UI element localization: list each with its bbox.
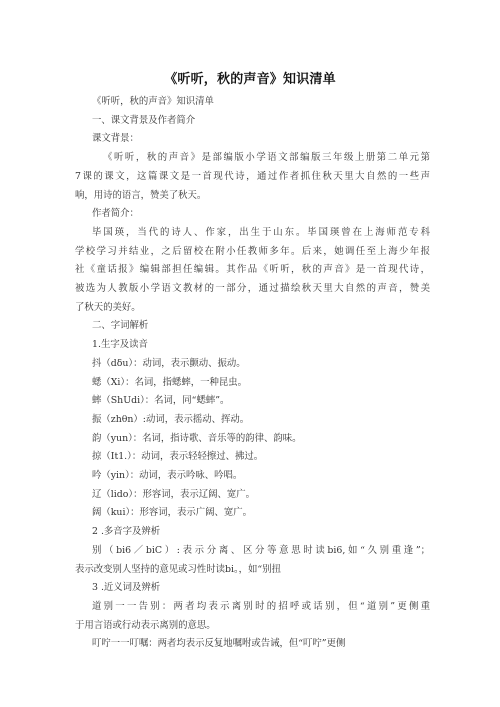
paragraph-line: 响，用诗的语言，赞美了秋天。 [75,189,207,201]
paragraph-line: 社《童话报》编辑部担任编辑。其作品《听听，秋的声音》是一首现代诗， [75,264,430,276]
paragraph-line: 学校学习并结业，之后留校在附小任教师多年。后来，她调任至上海少年报 [75,245,430,257]
list-item: 蟀（ShUdi）：名词，同“蟋蟀”。 [92,395,230,407]
paragraph-line: 《听听，秋的声音》是部编版小学语文部编版三年级上册第二单元第 [103,152,430,164]
list-item: 辽（lido）：形容词，表示辽阔、宽广。 [92,488,255,500]
list-item: 振（zhθn）:动词，表示摇动、挥动。 [92,413,250,425]
list-item: 抖（dδu）：动词，表示颤动、振动。 [92,357,246,369]
list-item: 掠（It1.）：动词，表示轻轻擦过、拂过。 [92,451,264,463]
paragraph-line: 被选为人教版小学语文教材的一部分，通过描绘秋天里大自然的声音，赞美 [75,283,430,295]
subheading: 课文背景： [92,133,139,145]
subheading: 3 .近义词及辨析 [92,582,161,594]
paragraph-line: 7课的课文，这篇课文是一首现代诗，通过作者抓住秋天里大自然的一些声 [75,170,430,182]
paragraph-line: 了秋天的美好。 [75,301,141,313]
subheading: 2 .多音字及辨析 [92,526,161,538]
list-item: 蟋（Xi）：名词，指蟋蟀，一种昆虫。 [92,376,247,388]
subheading: 1.生字及读音 [92,339,148,351]
paragraph-line: 别（bi6／biC）:表示分离、区分等意思时读bi6,如“久别重逢”； [92,544,430,556]
list-item: 吟（yin）：动词，表示吟咏、吟唱。 [92,470,243,482]
paragraph-line: 道别一一告别：两者均表示离别时的招呼或话别，但“道别”更侧重 [92,600,430,612]
list-item: 韵（yun）：名词，指诗歌、音乐等的韵律、韵味。 [92,432,302,444]
section-heading: 二、字词解析 [92,320,149,332]
paragraph-line: 于用言语或行动表示离别的意思。 [75,619,216,631]
page-title: 《听听，秋的声音》知识清单 [164,72,336,87]
document-body [75,93,430,654]
section-heading: 一、课文背景及作者简介 [92,114,196,126]
list-item: 阔（kui）：形容词，表示广阔、宽广。 [92,507,253,519]
paragraph-line: 表示改变别人坚持的意见或习性时读bi。，如“别扭 [75,563,281,575]
doc-subtitle: 《听听，秋的声音》知识清单 [92,96,214,107]
subheading: 作者简介： [92,208,139,220]
paragraph-line: 叮咛一一叮嘱：两者均表示反复地嘱咐或告诫，但“叮咛”更侧 [92,638,346,650]
paragraph-line: 毕国瑛，当代的诗人、作家，出生于山东。毕国瑛曾在上海师范专科 [92,226,430,238]
